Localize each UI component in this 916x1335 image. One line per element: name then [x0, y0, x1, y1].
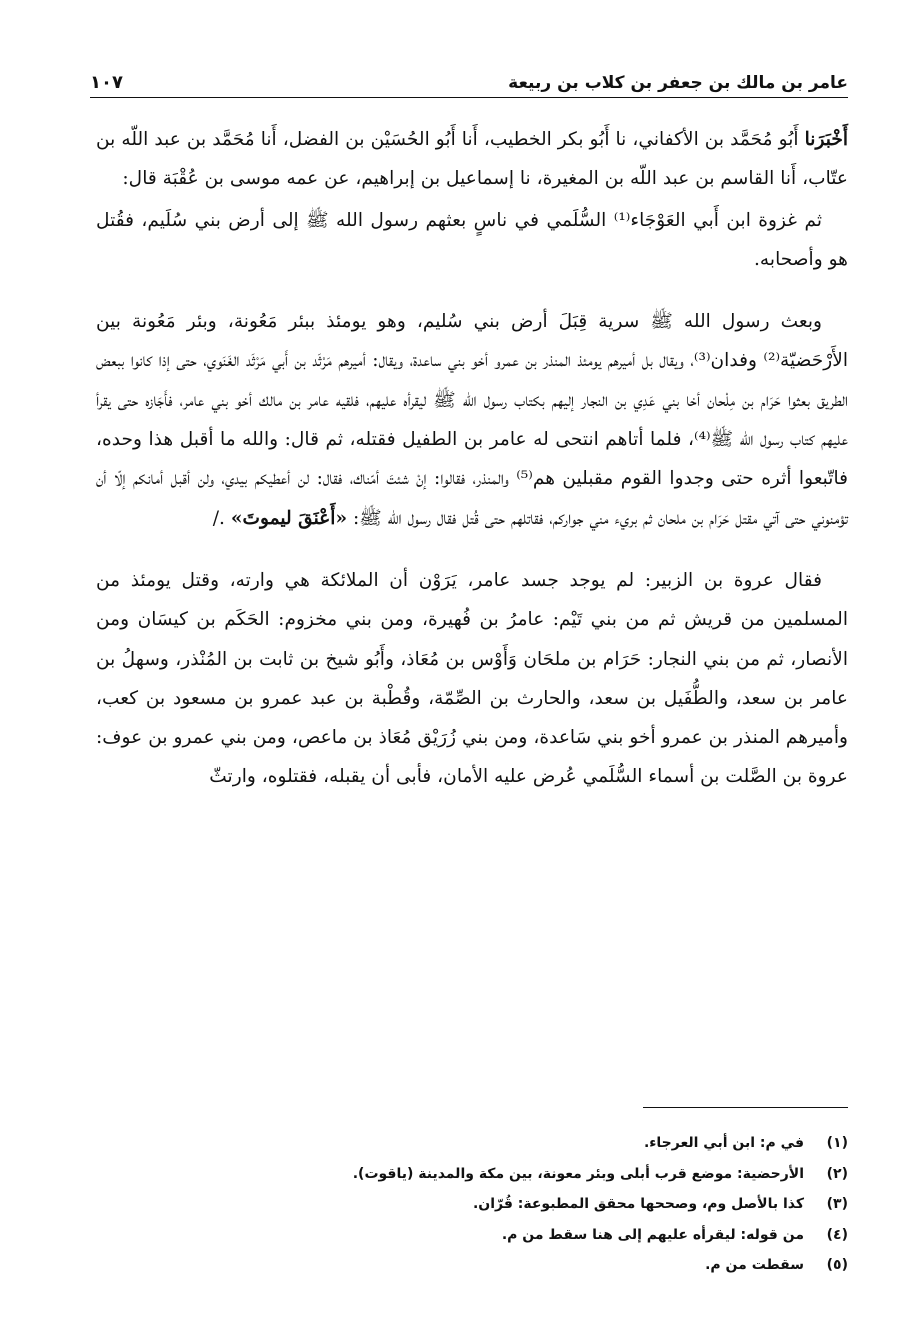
paragraph-ibn-abi-al-awja: ثم غزوة ابن أَبي العَوْجَاء⁽¹⁾ السُّلَمي في ناسٍ بعثهم رسول الله ﷺ إلى أرض بني سُلَيم، فقُتل هو وأصحابه.	[96, 209, 848, 270]
paragraph-isnad-text: أَبُو مُحَمَّد بن الأكفاني، نا أَبُو بكر الخطيب، أَنا أَبُو الحُسَيْن بن الفضل، أَنا مُحَمَّد بن عبد اللّه بن عتّاب، أَنا القاسم بن عبد اللّه بن المغيرة، نا إسماعيل بن إبراهيم، عن عمه موسى بن عُقْبَة قال:	[96, 129, 848, 190]
running-title: عامر بن مالك بن جعفر بن كلاب بن ربيعة	[508, 73, 848, 93]
footnote-text: من قوله: ليقرأه عليهم إلى هنا سقط من م.	[501, 1226, 804, 1243]
footnote-item	[96, 1220, 848, 1251]
running-header	[90, 58, 848, 98]
footnote-number: (١)	[826, 1135, 848, 1151]
footnote-item	[96, 1159, 848, 1190]
footnotes	[96, 1128, 848, 1281]
page-number: ١٠٧	[90, 72, 123, 93]
footnote-text: كذا بالأصل وم، وصححها محقق المطبوعة: قُرّان.	[472, 1196, 804, 1212]
main-text	[96, 120, 848, 797]
footnote-item	[96, 1189, 848, 1220]
footnote-item	[96, 1128, 848, 1159]
footnote-number: (٤)	[826, 1226, 848, 1243]
paragraph-bir-mauna	[96, 302, 848, 538]
paragraph-bir-mauna-text: وبعث رسول الله ﷺ سرية قِبَلَ أرض بني سُليم، وهو يومئذ ببئر مَعُونة، وبئر مَعُونة بين الأَرْحَضيّة⁽²⁾ وفدان⁽³⁾، ويقال بل أميرهم يومئذ المنذر بن عمرو أخو بني ساعدة، ويقال: أميرهم مَرْثَد بن أَبي مَرْثَد الغَنَوي، حتى إذا كانوا ببعض الطريق بعثوا حَرَام بن مِلْحان أخا بني عَدِي بن النجار إليهم بكتاب رسول الله ﷺ ليقرأه عليهم، فلقيه عامر بن مالك أخو بني عامر، فأَجَازه حتى يقرأ عليهم كتاب رسول الله ﷺ⁽⁴⁾، فلما أتاهم انتحى له عامر بن الطفيل فقتله، ثم قال: والله ما أقبل هذا وحده، فاتّبعوا أثره حتى وجدوا القوم مقبلين هم⁽⁵⁾ والمنذر، فقالوا: إنْ شئتَ أمّناك، فقال: لن أعطيكم بيدي، ولن أقبل أمانكم إلّا أن تؤمنوني حتى آتي مقتل حَرَام بن ملحان ثم بريء مني جواركم، فقاتلهم حتى قُتل فقال رسول الله ﷺ:	[96, 311, 849, 529]
paragraph-isnad	[96, 120, 848, 199]
footnote-divider	[643, 1107, 848, 1108]
paragraph-urwa: فقال عروة بن الزبير: لم يوجد جسد عامر، يَرَوْن أن الملائكة هي وارته، وقتل يومئذ من المسلمين من قريش ثم من بني تَيْم: عامرُ بن فُهيرة، ومن بني مخزوم: الحَكَم بن كيسَان ومن الأنصار، ثم من بني النجار: حَرَام بن ملحَان وَأَوْس بن مُعَاذ، وأَبُو شيخ بن ثابت بن المُنْذر، وسهلُ بن عامر بن سعد، والطُّفَيل بن سعد، والحارث بن الصِّمّة، وقُطْبة بن عبد عمرو بن مسعود بن كعب، وأميرهم المنذر بن عمرو أخو بني سَاعدة، ومن بني زُرَيْق مُعَاذ بن ماعص، ومن بني عمرو بن عوف: عروة بن الصَّلت بن أسماء السُّلَمي عُرض عليه الأمان، فأبى أن يقبله، فقتلوه، وارتثّ	[96, 569, 848, 788]
footnote-item	[96, 1250, 848, 1281]
footnote-number: (٢)	[826, 1165, 848, 1182]
lead-word: أَخْبَرَنا	[804, 129, 848, 150]
footnote-number: (٥)	[826, 1257, 848, 1273]
footnote-text: في م: ابن أبي العرجاء.	[643, 1135, 804, 1151]
paragraph-end-mark: ./	[212, 507, 231, 529]
footnote-number: (٣)	[826, 1196, 848, 1212]
hadith-quote: «أَعْنَقَ ليموتَ»	[230, 507, 348, 529]
footnote-text: الأرحضية: موضع قرب أبلى وبئر معونة، بين مكة والمدينة (ياقوت).	[352, 1165, 804, 1182]
footnote-text: سقطت من م.	[705, 1257, 804, 1273]
